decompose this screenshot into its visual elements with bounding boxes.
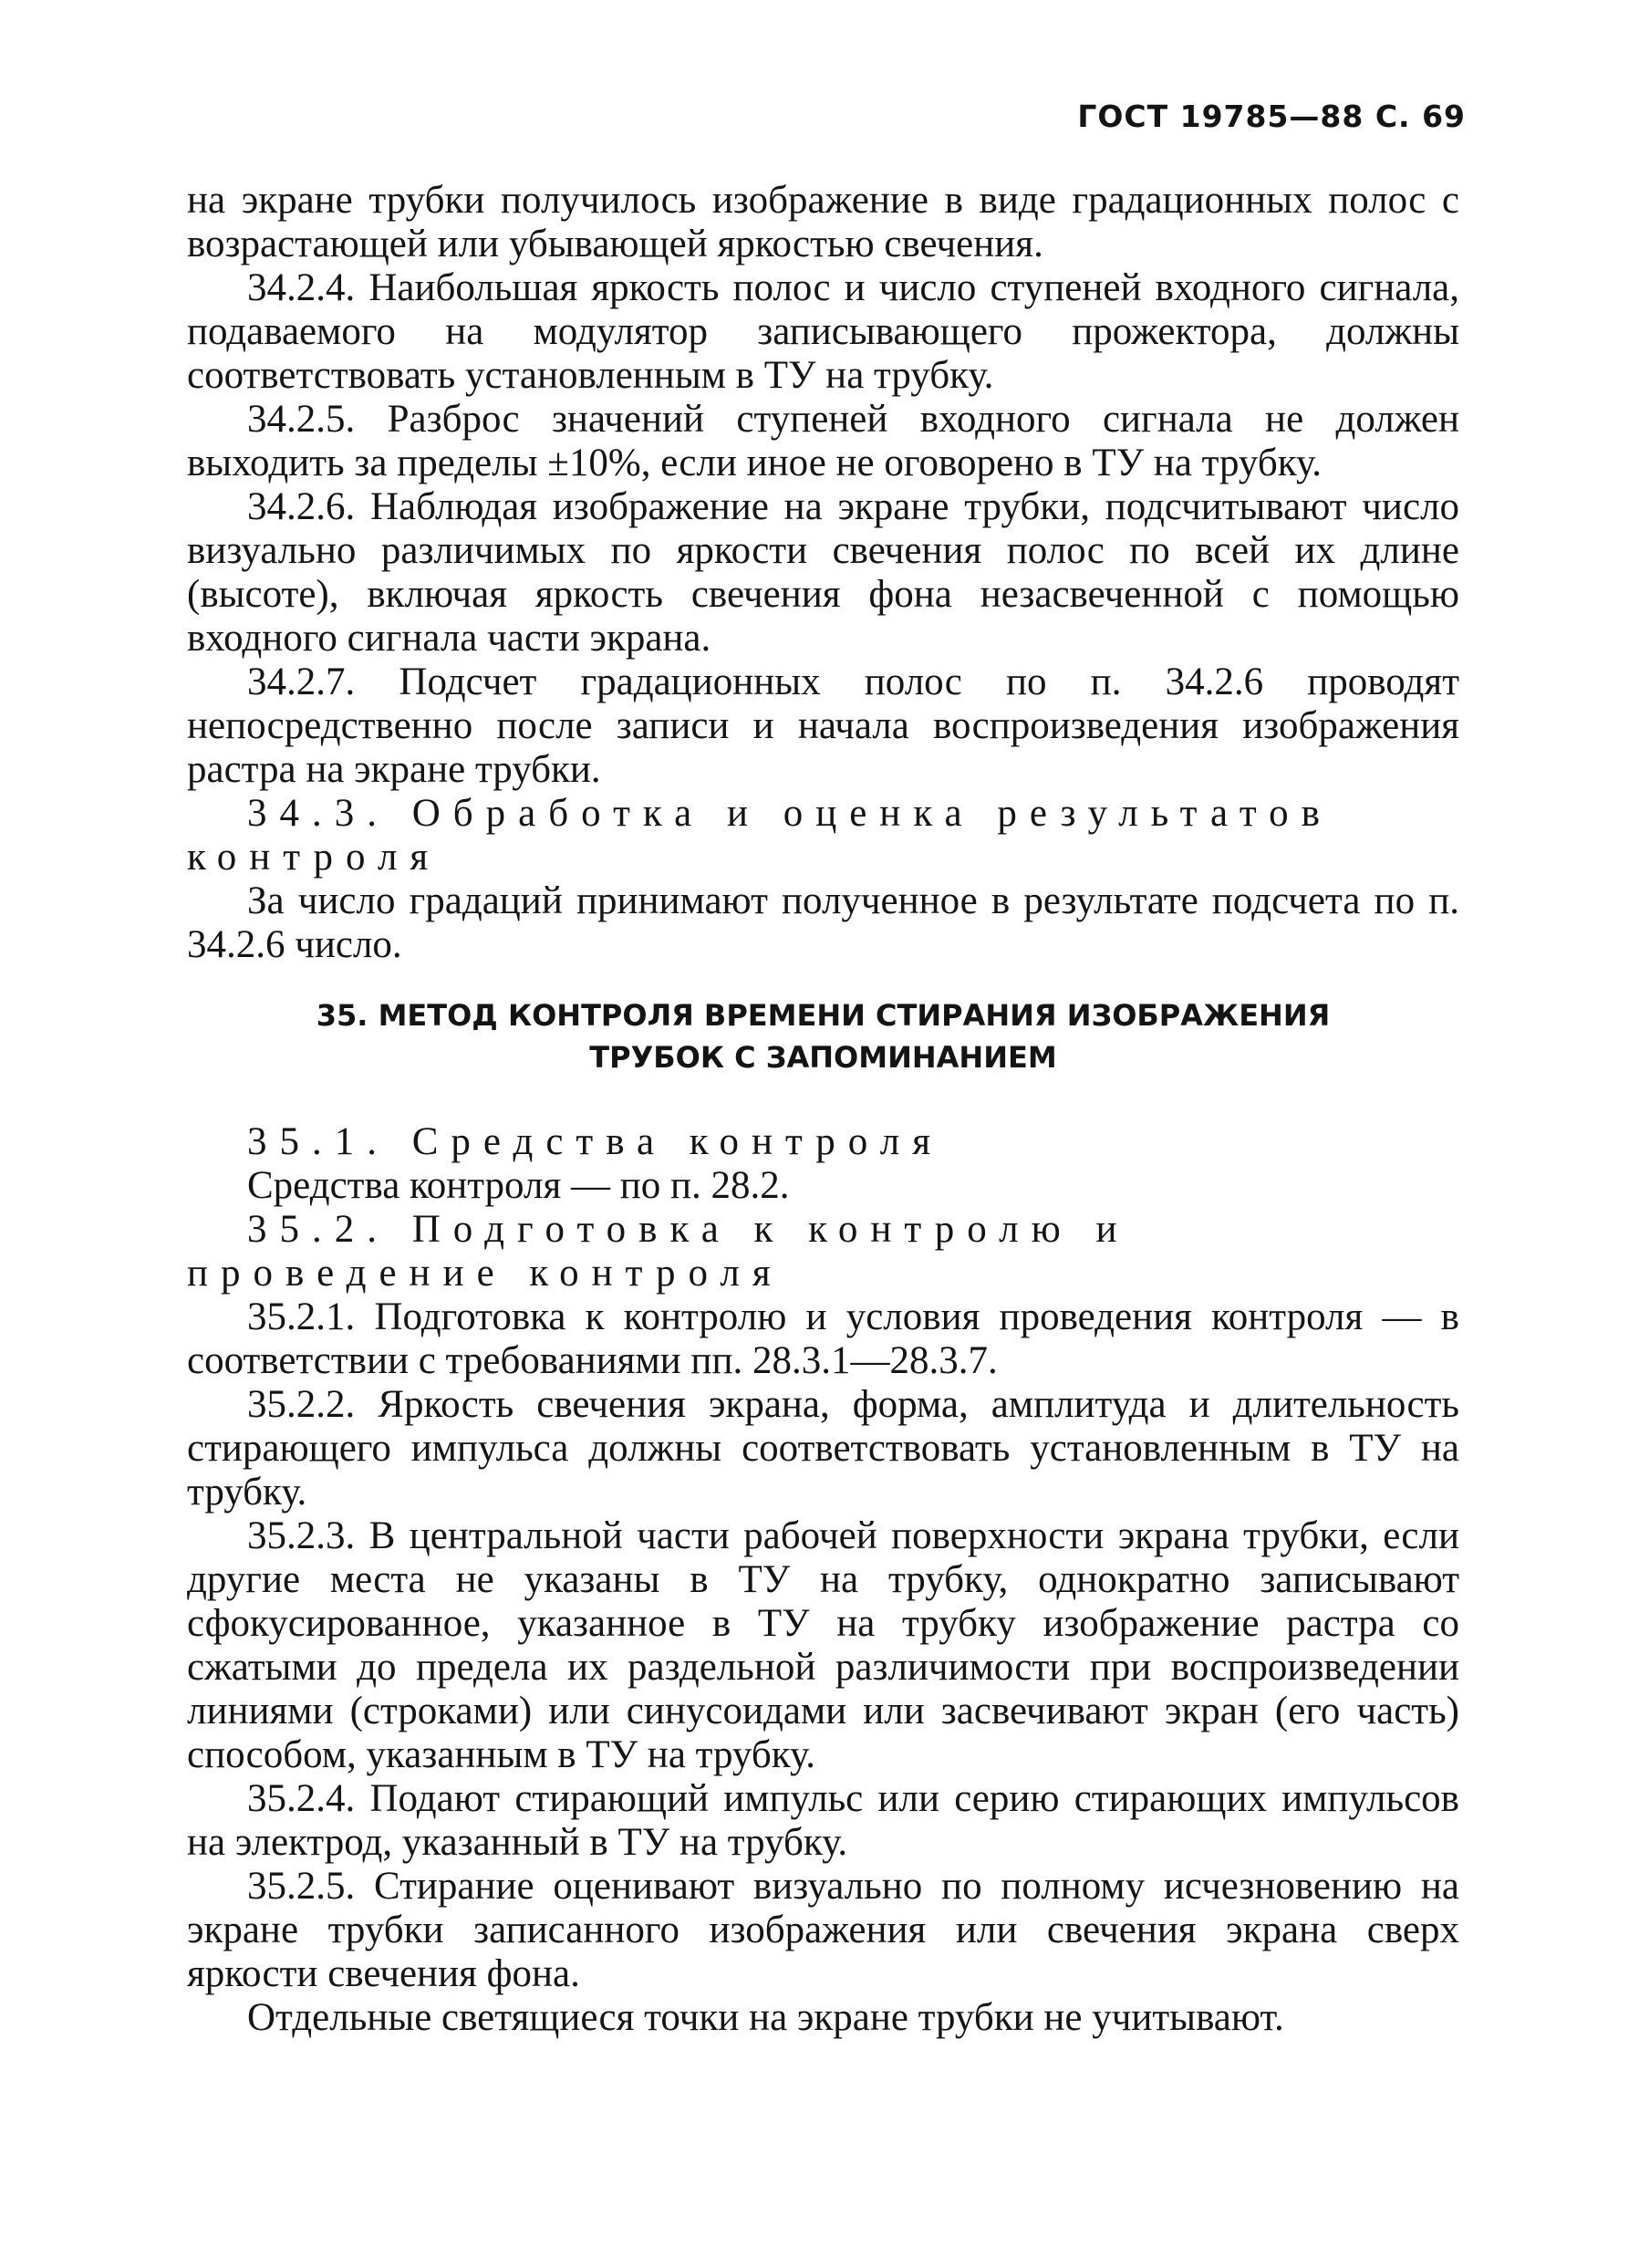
paragraph-final-note: Отдельные светящиеся точки на экране трубки не учитывают. (247, 1996, 1284, 2039)
running-header: ГОСТ 19785—88 С. 69 (1077, 99, 1466, 134)
paragraph-34-2-5: 34.2.5. Разброс значений ступеней входного сигнала не должен выходить за пределы ±10%, если иное не оговорено в ТУ на трубку. (187, 398, 1459, 484)
paragraph-35-2-2: 35.2.2. Яркость свечения экрана, форма, амплитуда и длительность стирающего импульса должны соответствовать установленным в ТУ на трубку. (187, 1383, 1459, 1514)
subheading-35-2: 35.2. Подготовка к контролю и проведение контроля (187, 1208, 1130, 1295)
section-heading-line-2: ТРУБОК С ЗАПОМИНАНИЕМ (589, 1040, 1057, 1075)
paragraph-35-2-1: 35.2.1. Подготовка к контролю и условия проведения контроля — в соответствии с требованиями пп. 28.3.1—28.3.7. (187, 1295, 1459, 1382)
text-block-section-34 (187, 179, 1459, 967)
paragraph-34-2-4: 34.2.4. Наибольшая яркость полос и число ступеней входного сигнала, подаваемого на модулятор записывающего прожектора, должны соответствовать установленным в ТУ на трубку. (187, 266, 1459, 397)
paragraph-35-1-text: Средства контроля — по п. 28.2. (247, 1164, 790, 1207)
section-35-heading (187, 994, 1459, 1078)
paragraph-35-2-3: 35.2.3. В центральной части рабочей поверхности экрана трубки, если другие места не указаны в ТУ на трубку, однократно записывают сфокусированное, указанное в ТУ на трубку изображение растра со сжатыми до предела их раздельной различимости при воспроизведении линиями (строками) или синусоидами или засвечивают экран (его часть) способом, указанным в ТУ на трубку. (187, 1514, 1459, 1776)
paragraph-continuation: на экране трубки получилось изображение в виде градационных полос с возрастающей или убывающей яркостью свечения. (187, 179, 1459, 265)
paragraph-35-2-5: 35.2.5. Стирание оценивают визуально по полному исчезновению на экране трубки записанного изображения или свечения экрана сверх яркости свечения фона. (187, 1865, 1459, 1995)
subheading-34-3: 34.3. Обработка и оценка результатов контроля (187, 792, 1333, 879)
subheading-35-1: 35.1. Средства контроля (247, 1120, 943, 1163)
paragraph-35-2-4: 35.2.4. Подают стирающий импульс или серию стирающих импульсов на электрод, указанный в ТУ на трубку. (187, 1777, 1459, 1864)
paragraph-34-3-text: За число градаций принимают полученное в результате подсчета по п. 34.2.6 число. (187, 879, 1459, 966)
paragraph-34-2-6: 34.2.6. Наблюдая изображение на экране трубки, подсчитывают число визуально различимых по яркости свечения полос по всей их длине (высоте), включая яркость свечения фона незасвеченной с помощью входного сигнала части экрана. (187, 485, 1459, 660)
paragraph-34-2-7: 34.2.7. Подсчет градационных полос по п. 34.2.6 проводят непосредственно после записи и начала воспроизведения изображения растра на экране трубки. (187, 661, 1459, 791)
text-block-section-35 (187, 1120, 1459, 2040)
section-heading-line-1: 35. МЕТОД КОНТРОЛЯ ВРЕМЕНИ СТИРАНИЯ ИЗОБРАЖЕНИЯ (316, 998, 1331, 1033)
